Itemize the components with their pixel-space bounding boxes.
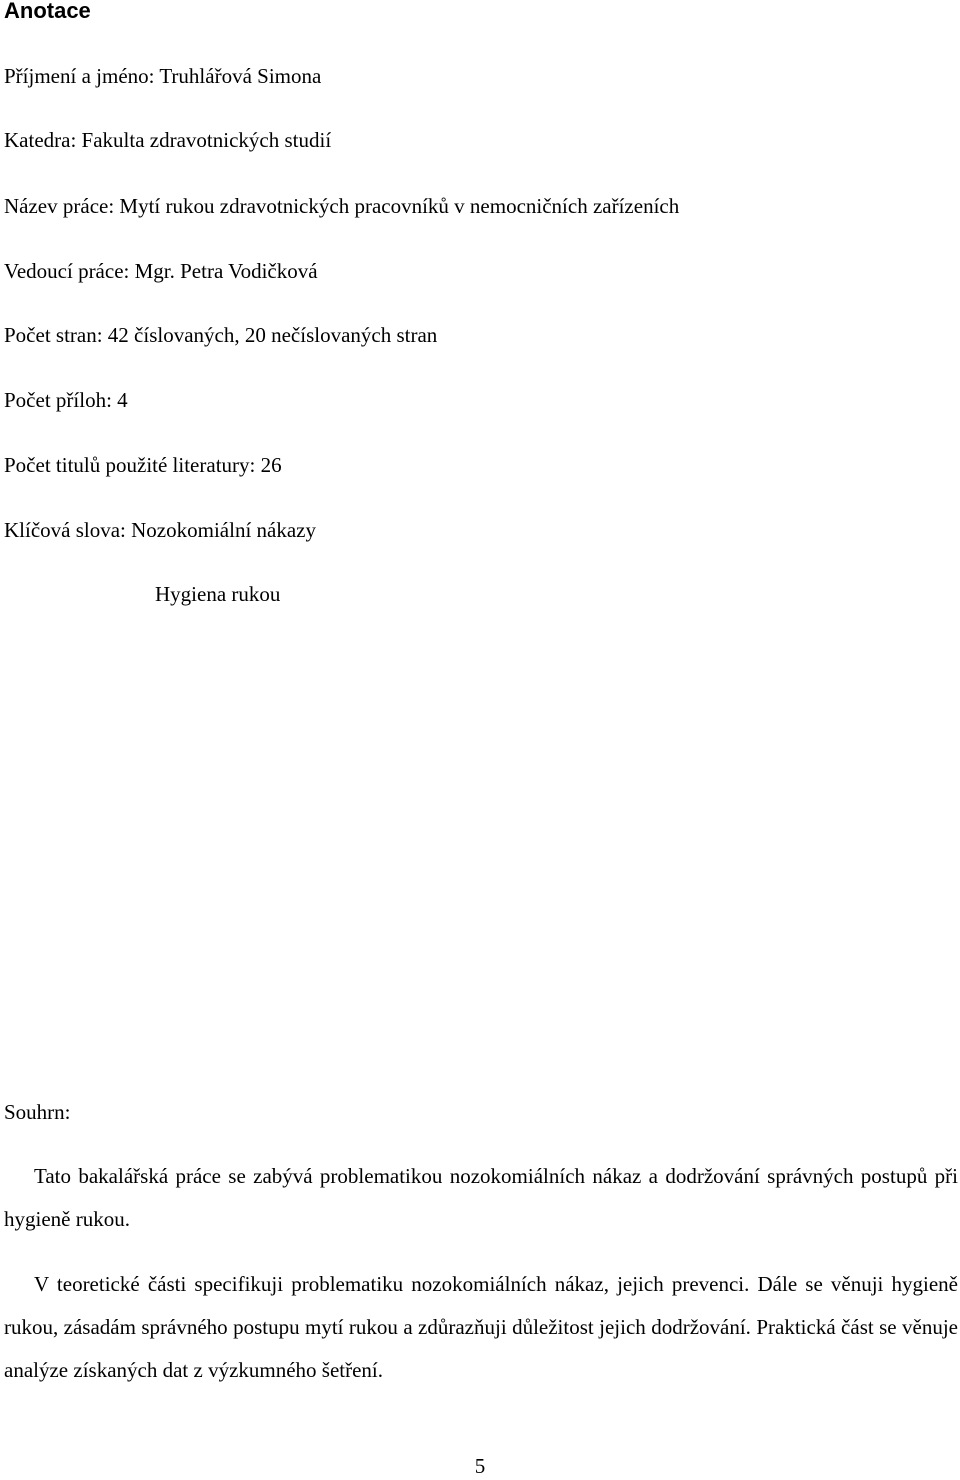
supervisor-field: Vedoucí práce: Mgr. Petra Vodičková	[4, 259, 318, 283]
page-heading: Anotace	[4, 0, 91, 23]
keywords-field-continued: Hygiena rukou	[155, 582, 281, 606]
page-number: 5	[474, 1454, 486, 1478]
summary-paragraph-1: Tato bakalářská práce se zabývá problematikou nozokomiálních nákaz a dodržování správných postupů při hygieně rukou.	[4, 1164, 958, 1231]
summary-label: Souhrn:	[4, 1100, 71, 1124]
page-count-field: Počet stran: 42 číslovaných, 20 nečíslovaných stran	[4, 323, 438, 347]
department-field: Katedra: Fakulta zdravotnických studií	[4, 128, 332, 152]
summary-paragraph-2: V teoretické části specifikuji problematiku nozokomiálních nákaz, jejich prevenci. Dále se věnuji hygieně rukou, zásadám správného postupu mytí rukou a zdůrazňuji důležitost jejich dodržování. Praktická část se věnuje analýze získaných dat z výzkumného šetření.	[4, 1272, 958, 1382]
author-field: Příjmení a jméno: Truhlářová Simona	[4, 64, 322, 88]
attachments-field: Počet příloh: 4	[4, 388, 128, 412]
references-field: Počet titulů použité literatury: 26	[4, 453, 282, 477]
thesis-title-field: Název práce: Mytí rukou zdravotnických pracovníků v nemocničních zařízeních	[4, 194, 680, 218]
keywords-field: Klíčová slova: Nozokomiální nákazy	[4, 518, 316, 542]
